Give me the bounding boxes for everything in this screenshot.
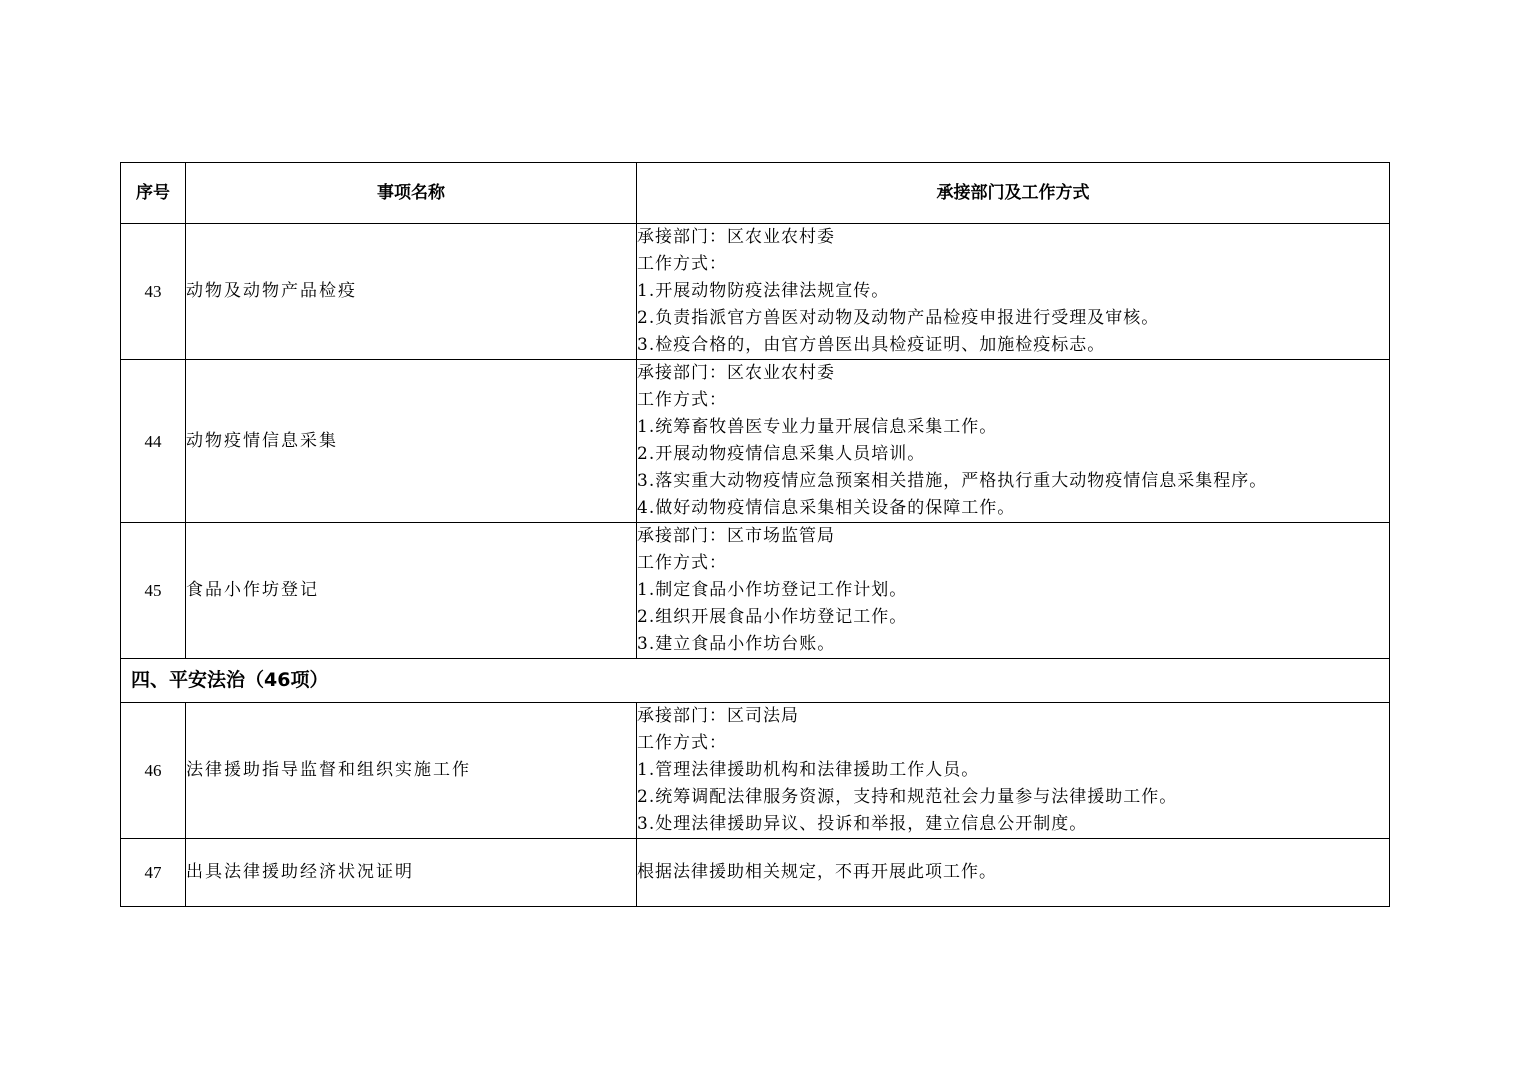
dept-line: 2.负责指派官方兽医对动物及动物产品检疫申报进行受理及审核。	[637, 308, 1160, 328]
table-row	[121, 224, 1390, 360]
dept-line: 1.开展动物防疫法律法规宣传。	[637, 281, 890, 301]
row-name: 食品小作坊登记	[186, 523, 637, 659]
row-seq: 45	[121, 523, 186, 659]
table-row	[121, 839, 1390, 907]
row-dept	[637, 360, 1390, 523]
table-row	[121, 360, 1390, 523]
row-seq: 43	[121, 224, 186, 360]
dept-line: 2.统筹调配法律服务资源，支持和规范社会力量参与法律援助工作。	[637, 787, 1178, 807]
dept-line: 3.检疫合格的，由官方兽医出具检疫证明、加施检疫标志。	[637, 335, 1106, 355]
dept-line: 承接部门：区农业农村委	[637, 363, 835, 383]
row-dept	[637, 839, 1390, 907]
row-dept	[637, 224, 1390, 360]
section-title: 四、平安法治（46项）	[121, 659, 1390, 703]
dept-line: 4.做好动物疫情信息采集相关设备的保障工作。	[637, 498, 1016, 518]
row-dept	[637, 523, 1390, 659]
table-header-row	[121, 163, 1390, 224]
matters-table	[120, 162, 1390, 907]
row-name: 出具法律援助经济状况证明	[186, 839, 637, 907]
dept-line: 承接部门：区市场监管局	[637, 526, 835, 546]
section-row	[121, 659, 1390, 703]
header-dept: 承接部门及工作方式	[637, 163, 1390, 224]
dept-line: 根据法律援助相关规定，不再开展此项工作。	[637, 862, 997, 882]
table-row	[121, 703, 1390, 839]
dept-line: 工作方式：	[637, 254, 727, 274]
dept-line: 1.统筹畜牧兽医专业力量开展信息采集工作。	[637, 417, 998, 437]
header-name: 事项名称	[186, 163, 637, 224]
header-seq: 序号	[121, 163, 186, 224]
table-row	[121, 523, 1390, 659]
dept-line: 1.管理法律援助机构和法律援助工作人员。	[637, 760, 980, 780]
row-seq: 44	[121, 360, 186, 523]
dept-line: 承接部门：区司法局	[637, 706, 799, 726]
dept-line: 3.处理法律援助异议、投诉和举报，建立信息公开制度。	[637, 814, 1088, 834]
dept-line: 3.落实重大动物疫情应急预案相关措施，严格执行重大动物疫情信息采集程序。	[637, 471, 1268, 491]
row-name: 动物及动物产品检疫	[186, 224, 637, 360]
row-name: 法律援助指导监督和组织实施工作	[186, 703, 637, 839]
row-dept	[637, 703, 1390, 839]
row-name: 动物疫情信息采集	[186, 360, 637, 523]
dept-line: 2.组织开展食品小作坊登记工作。	[637, 607, 908, 627]
dept-line: 工作方式：	[637, 553, 727, 573]
dept-line: 承接部门：区农业农村委	[637, 227, 835, 247]
dept-line: 工作方式：	[637, 390, 727, 410]
dept-line: 2.开展动物疫情信息采集人员培训。	[637, 444, 926, 464]
dept-line: 工作方式：	[637, 733, 727, 753]
dept-line: 1.制定食品小作坊登记工作计划。	[637, 580, 908, 600]
row-seq: 46	[121, 703, 186, 839]
dept-line: 3.建立食品小作坊台账。	[637, 634, 836, 654]
row-seq: 47	[121, 839, 186, 907]
